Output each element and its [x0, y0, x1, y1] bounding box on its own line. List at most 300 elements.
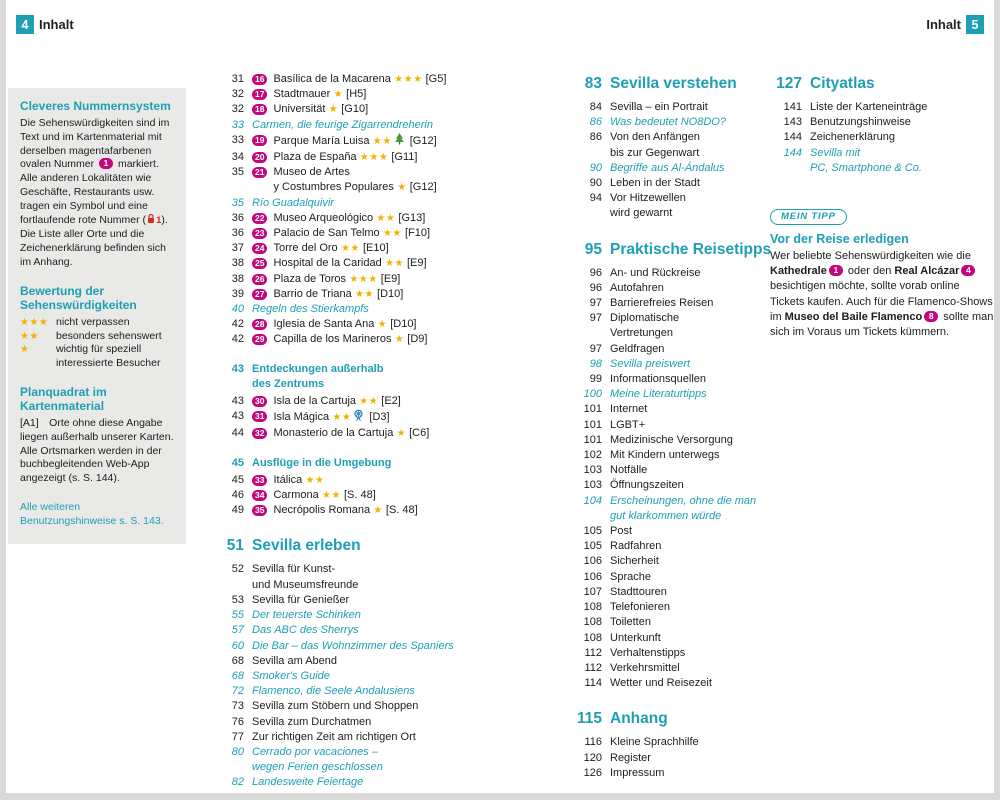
- text-run: Wer beliebte Sehenswürdigkeiten wie die: [770, 250, 971, 263]
- toc-page-number: 51: [226, 537, 244, 555]
- page-number-box-left: 4: [16, 15, 34, 34]
- toc-entry-title: LGBT+: [610, 418, 646, 431]
- toc-entry: [206, 715, 518, 730]
- toc-page-number: 101: [583, 418, 602, 431]
- map-grid-reference: [G13]: [395, 211, 426, 224]
- toc-page-number: 35: [231, 196, 244, 209]
- sidebar-heading: Planquadrat im Kartenmaterial: [20, 384, 107, 413]
- sidebar-heading: Bewertung der Sehenswürdigkeiten: [20, 283, 137, 312]
- toc-entry: [206, 503, 518, 518]
- toc-entry: [206, 426, 518, 441]
- toc-page-number: 103: [583, 464, 602, 477]
- toc-entry-title: Sevilla erleben: [252, 537, 361, 555]
- toc-entry: [206, 102, 518, 117]
- toc-entry-title: Isla de la Cartuja ★★ [E2]: [273, 395, 401, 408]
- toc-page-number: 84: [589, 101, 602, 113]
- toc-page-number: 144: [783, 146, 802, 159]
- rating-stars: ★: [20, 344, 30, 356]
- rating-stars: ★: [393, 182, 407, 194]
- rating-stars: ★★: [20, 330, 39, 342]
- rating-legend-label: besonders sehenswert: [56, 329, 162, 342]
- toc-entry-title: Torre del Oro ★★ [E10]: [273, 242, 389, 255]
- toc-entry: [564, 570, 799, 585]
- toc-page-number: 116: [584, 736, 602, 749]
- toc-entry-title: Sevilla zum Durchatmen: [252, 715, 372, 728]
- toc-entry: [564, 646, 799, 661]
- toc-entry: [206, 226, 518, 241]
- toc-entry-title: Sevilla preiswert: [610, 357, 691, 370]
- map-grid-reference: [E9]: [403, 257, 427, 270]
- toc-page-number: 37: [231, 242, 244, 255]
- section-gap: [564, 691, 799, 707]
- section-gap: [206, 518, 518, 534]
- toc-page-number: 39: [231, 287, 244, 300]
- toc-entry: [206, 669, 518, 684]
- toc-page-number: 57: [231, 624, 244, 637]
- rating-legend-label: wichtig für speziell interessierte Besucher: [56, 343, 161, 370]
- toc-entry-title: Was bedeutet NO8DO?: [610, 116, 726, 129]
- toc-entry: [206, 473, 518, 488]
- rating-stars: ★★: [337, 243, 360, 255]
- section-gap: [206, 442, 518, 456]
- toc-entry-title: Ausflüge in die Umgebung: [252, 456, 392, 469]
- text-run: ). Die Liste aller Orte und die Zeichenerklärung befinden sich im Anhang.: [20, 213, 168, 268]
- rating-stars: ★★: [373, 212, 396, 224]
- section-gap: [206, 348, 518, 362]
- toc-entry: [206, 72, 518, 87]
- sidebar-note: Alle weiteren Benutzungshinweise s. S. 143.: [20, 500, 164, 527]
- toc-section-heading: [764, 74, 994, 93]
- toc-entry: [206, 409, 518, 426]
- sight-number-badge: 35: [252, 505, 267, 516]
- text-run: markiert. Alle anderen Lokalitäten wie Geschäfte, Restaurants usw. tragen ein Symbol und eine fortlaufende rote Nummer (: [20, 158, 159, 226]
- toc-entry-title: Sevilla mit PC, Smartphone & Co.: [810, 146, 922, 174]
- toc-page-number: 112: [584, 646, 602, 659]
- toc-entry: [206, 256, 518, 271]
- toc-page-number: 106: [583, 570, 602, 583]
- map-grid-reference: [D10]: [387, 318, 417, 331]
- toc-page-number: 101: [583, 403, 602, 416]
- toc-page-number: 36: [231, 227, 244, 240]
- toc-page-number: 38: [231, 272, 244, 285]
- toc-page-number: 114: [584, 677, 602, 690]
- toc-entry-title: Cityatlas: [810, 75, 875, 92]
- toc-entry-title: Sevilla für Genießer: [252, 593, 350, 606]
- toc-entry-title: Kleine Sprachhilfe: [610, 736, 699, 749]
- toc-entry-title: Benutzungshinweise: [810, 116, 911, 129]
- toc-entry-title: Register: [610, 751, 651, 764]
- toc-page-number: 68: [231, 669, 244, 682]
- ferris-wheel-icon: [353, 409, 364, 426]
- map-grid-reference: [E9]: [377, 272, 401, 285]
- tip-paragraph: [770, 249, 994, 340]
- text-run: besichtigen möchte, sollte vorab online Tickets kaufen. Auch für die Flamenco-Shows im: [770, 280, 993, 323]
- map-grid-reference: [G12]: [406, 181, 437, 194]
- toc-entry-title: Impressum: [610, 766, 665, 779]
- toc-page-number: 104: [583, 494, 602, 507]
- sidebar-heading: Cleveres Nummernsystem: [20, 99, 171, 113]
- toc-entry: [564, 615, 799, 630]
- rating-stars: ★★★: [390, 74, 423, 85]
- toc-entry: [206, 211, 518, 226]
- emphasized-text: Kathedrale: [770, 265, 827, 278]
- toc-entry: [564, 524, 799, 539]
- map-grid-reference: [E10]: [359, 242, 389, 255]
- toc-entry-title: Leben in der Stadt: [610, 177, 700, 190]
- map-grid-reference: [G5]: [422, 73, 447, 85]
- sight-number-badge: 26: [252, 274, 267, 285]
- toc-page-number: 82: [231, 776, 244, 789]
- toc-entry-title: Mit Kindern unterwegs: [610, 449, 720, 462]
- toc-entry: [206, 745, 518, 775]
- sidebar-paragraph: [20, 117, 174, 270]
- toc-entry-title: Zeichenerklärung: [810, 131, 895, 144]
- toc-entry-title: Wetter und Reisezeit: [610, 677, 712, 690]
- toc-entry: [564, 402, 799, 417]
- sight-number-badge: 23: [252, 228, 267, 239]
- toc-entry-title: Flamenco, die Seele Andalusiens: [252, 685, 415, 698]
- rating-stars: ★★: [302, 474, 325, 486]
- sight-number-badge: 24: [252, 243, 267, 254]
- toc-entry: [564, 433, 799, 448]
- text-run: [A1] Orte ohne diese Angabe liegen außerhalb unserer Karten. Alle Ortsmarken werden in der buchbegleitenden Web-App angezeigt (s. S. 144).: [20, 416, 174, 485]
- rating-stars: ★: [330, 89, 344, 101]
- sight-number-badge: 19: [252, 135, 267, 146]
- toc-page-number: 38: [231, 257, 244, 270]
- toc-entry: [206, 150, 518, 165]
- emphasized-text: Museo del Baile Flamenco: [784, 310, 923, 323]
- toc-entry: [564, 372, 799, 387]
- toc-entry-title: Begriffe aus Al-Ándalus: [610, 161, 725, 174]
- tip-heading: Vor der Reise erledigen: [770, 232, 909, 247]
- rating-stars: ★: [393, 428, 407, 440]
- map-grid-reference: [G11]: [388, 151, 418, 164]
- toc-page-number: 68: [231, 654, 244, 667]
- toc-entry: [206, 317, 518, 332]
- toc-entry-title: Meine Literaturtipps: [610, 388, 707, 401]
- toc-entry: [764, 115, 994, 130]
- toc-entry: [206, 332, 518, 347]
- sight-number-badge: 27: [252, 289, 267, 300]
- toc-entry: [564, 766, 799, 781]
- toc-page-number: 141: [783, 101, 802, 113]
- toc-entry: [206, 87, 518, 102]
- toc-entry-title: Unterkunft: [610, 631, 661, 644]
- map-grid-reference: [C6]: [406, 427, 430, 440]
- toc-entry: [564, 387, 799, 402]
- toc-entry: [206, 730, 518, 745]
- toc-entry-title: Smoker's Guide: [252, 669, 330, 682]
- toc-page-number: 43: [231, 362, 244, 375]
- map-grid-reference: [D9]: [404, 333, 428, 346]
- toc-entry-title: Sprache: [610, 570, 651, 583]
- toc-entry: [564, 676, 799, 691]
- toc-entry-title: Die Bar – das Wohnzimmer des Spaniers: [252, 639, 454, 652]
- toc-page-number: 97: [589, 342, 602, 355]
- toc-entry: [206, 775, 518, 790]
- toc-page-number: 33: [231, 133, 244, 146]
- toc-entry-title: Landesweite Feiertage: [252, 776, 364, 789]
- toc-entry-title: Necrópolis Romana ★ [S. 48]: [273, 504, 418, 517]
- sight-number-badge: 31: [252, 411, 267, 422]
- toc-entry: [764, 100, 994, 115]
- toc-page-number: 127: [776, 75, 802, 92]
- toc-entry-title: Barrierefreies Reisen: [610, 297, 714, 310]
- text-run: oder den: [844, 265, 895, 278]
- toc-page-number: 106: [583, 555, 602, 568]
- toc-entry-title: Hospital de la Caridad ★★ [E9]: [273, 257, 427, 270]
- toc-page-number: 95: [584, 240, 602, 258]
- toc-entry-title: Internet: [610, 403, 648, 416]
- toc-entry: [764, 146, 994, 176]
- toc-entry-title: Toiletten: [610, 616, 651, 629]
- header-title-left: Inhalt: [39, 17, 74, 32]
- toc-entry: [206, 287, 518, 302]
- toc-page-number: 108: [583, 616, 602, 629]
- toc-entry-title: Der teuerste Schinken: [252, 609, 361, 622]
- rating-stars: ★★★: [346, 273, 378, 285]
- toc-entry: [564, 342, 799, 357]
- toc-entry-title: Sicherheit: [610, 555, 659, 568]
- toc-entry-title: Von den Anfängen bis zur Gegenwart: [610, 131, 700, 159]
- map-grid-reference: [D3]: [366, 411, 390, 424]
- toc-page-number: 43: [231, 410, 244, 423]
- map-grid-reference: [F10]: [401, 227, 431, 240]
- sight-number-badge: 28: [252, 319, 267, 330]
- toc-page-number: 40: [231, 303, 244, 316]
- sight-number-badge: 17: [252, 89, 267, 100]
- rating-stars: ★: [374, 319, 388, 331]
- toc-entry: [206, 639, 518, 654]
- toc-entry: [206, 654, 518, 669]
- toc-entry: [206, 608, 518, 623]
- sight-number-badge: 20: [252, 152, 267, 163]
- park-tree-icon: [394, 133, 405, 150]
- toc-entry: [206, 593, 518, 608]
- toc-entry-title: Cerrado por vacaciones – wegen Ferien geschlossen: [252, 745, 383, 774]
- toc-entry-title: Sevilla – ein Portrait: [610, 101, 708, 113]
- toc-page-number: 45: [231, 456, 244, 469]
- toc-entry: [206, 699, 518, 714]
- toc-entry-title: Das ABC des Sherrys: [252, 624, 359, 637]
- toc-entry: [564, 357, 799, 372]
- mein-tipp-badge: MEIN TIPP: [770, 209, 847, 225]
- toc-entry-title: Sevilla zum Stöbern und Shoppen: [252, 700, 419, 713]
- toc-entry-title: Iglesia de Santa Ana ★ [D10]: [273, 318, 417, 331]
- toc-page-number: 98: [589, 357, 602, 370]
- red-lock-icon: [147, 214, 155, 229]
- rating-stars: ★★: [369, 135, 392, 147]
- rating-stars: ★★: [329, 412, 352, 424]
- toc-column-1: [206, 72, 518, 791]
- sidebar-paragraph: [20, 417, 174, 486]
- toc-page-number: 49: [231, 504, 244, 517]
- toc-entry-title: Regeln des Stierkampfs: [252, 303, 369, 316]
- toc-page-number: 42: [231, 333, 244, 346]
- toc-page-number: 80: [231, 745, 244, 758]
- toc-page-number: 96: [589, 266, 602, 279]
- rating-legend-row: [20, 330, 174, 344]
- toc-section-heading: [206, 362, 518, 392]
- toc-page-number: 45: [231, 473, 244, 486]
- toc-page-number: 35: [231, 166, 244, 179]
- toc-page-number: 97: [589, 312, 602, 325]
- toc-entry: [564, 585, 799, 600]
- toc-entry-title: Capilla de los Marineros ★ [D9]: [273, 333, 428, 346]
- toc-entry-title: Sevilla am Abend: [252, 654, 337, 667]
- rating-stars: ★: [370, 505, 383, 517]
- rating-stars: ★★★: [356, 152, 389, 164]
- map-grid-reference: [S. 48]: [340, 489, 376, 502]
- toc-entry-title: Vor Hitzewellen wird gewarnt: [610, 192, 686, 220]
- toc-page-number: 32: [231, 88, 244, 101]
- toc-entry-title: Sevilla für Kunst- und Museumsfreunde: [252, 563, 359, 591]
- sight-number-badge: 22: [252, 213, 267, 224]
- toc-entry-title: Anhang: [610, 710, 668, 728]
- page-number-box-right: 5: [966, 15, 984, 34]
- rating-stars: ★★: [381, 258, 404, 270]
- toc-entry: [206, 302, 518, 317]
- toc-page-number: 34: [231, 151, 244, 164]
- page-header: [16, 15, 984, 34]
- toc-page-number: 86: [589, 131, 602, 144]
- toc-entry: [206, 562, 518, 592]
- rating-stars: ★★: [318, 490, 341, 502]
- sight-number-badge: 4: [961, 265, 975, 276]
- toc-entry-title: Monasterio de la Cartuja ★ [C6]: [273, 427, 430, 440]
- toc-entry: [564, 478, 799, 493]
- toc-page-number: 36: [231, 211, 244, 224]
- sight-number-badge: 18: [252, 104, 267, 115]
- toc-page-number: 97: [589, 297, 602, 310]
- toc-entry-title: Verhaltenstipps: [610, 646, 686, 659]
- toc-page-number: 102: [583, 449, 602, 462]
- toc-page-number: 96: [589, 281, 602, 294]
- sight-number-badge: 34: [252, 490, 267, 501]
- toc-page-number: 101: [583, 433, 602, 446]
- toc-page-number: 42: [231, 318, 244, 331]
- toc-page-number: 108: [583, 601, 602, 614]
- emphasized-text: Real Alcázar: [894, 265, 960, 278]
- toc-entry-title: Informationsquellen: [610, 373, 707, 386]
- rating-legend-label: nicht verpassen: [56, 315, 130, 328]
- header-title-right: Inhalt: [926, 17, 961, 32]
- toc-entry: [206, 196, 518, 211]
- toc-entry-title: Basílica de la Macarena ★★★ [G5]: [273, 73, 447, 85]
- sight-number-badge: 30: [252, 396, 267, 407]
- rating-stars: ★: [391, 334, 405, 346]
- toc-entry-title: Verkehrsmittel: [610, 661, 680, 674]
- toc-page-number: 53: [231, 593, 244, 606]
- toc-entry-title: Plaza de España ★★★ [G11]: [273, 151, 418, 164]
- toc-entry-title: Entdeckungen außerhalb des Zentrums: [252, 362, 384, 390]
- toc-page-number: 73: [231, 700, 244, 713]
- sight-number-badge: 8: [924, 311, 938, 322]
- toc-section-heading: [206, 536, 518, 555]
- toc-page-number: 33: [231, 118, 244, 131]
- map-grid-reference: [G12]: [406, 134, 437, 147]
- toc-entry: [206, 272, 518, 287]
- toc-page-number: 77: [231, 730, 244, 743]
- toc-entry-title: Sevilla verstehen: [610, 75, 737, 92]
- rating-legend-row: [20, 316, 174, 330]
- toc-entry-title: Radfahren: [610, 540, 662, 553]
- toc-entry-title: Liste der Karteneinträge: [810, 101, 928, 113]
- toc-entry-title: Zur richtigen Zeit am richtigen Ort: [252, 730, 416, 743]
- toc-entry: [206, 394, 518, 409]
- toc-entry: [564, 735, 799, 750]
- toc-entry: [206, 623, 518, 638]
- toc-page-number: 99: [589, 373, 602, 386]
- toc-page-number: 90: [589, 161, 602, 174]
- toc-entry: [206, 684, 518, 699]
- toc-entry-title: Telefonieren: [610, 601, 670, 614]
- toc-entry-title: Diplomatische Vertretungen: [610, 312, 680, 340]
- toc-entry: [206, 488, 518, 503]
- toc-entry: [564, 554, 799, 569]
- toc-entry-title: Notfälle: [610, 464, 648, 477]
- mein-tipp-box: [770, 206, 994, 340]
- header-right: [926, 15, 984, 34]
- toc-page-number: 108: [583, 631, 602, 644]
- map-grid-reference: [E2]: [378, 395, 401, 408]
- book-spread: [6, 0, 994, 793]
- toc-page-number: 105: [583, 540, 602, 553]
- toc-entry: [564, 448, 799, 463]
- sight-number-badge: 32: [252, 428, 267, 439]
- toc-entry-title: Geldfragen: [610, 342, 665, 355]
- toc-page-number: 31: [231, 73, 244, 85]
- rating-stars: ★★: [379, 228, 402, 240]
- toc-page-number: 120: [583, 751, 602, 764]
- toc-page-number: 43: [231, 395, 244, 408]
- toc-entry-title: Stadtmauer ★ [H5]: [273, 88, 367, 101]
- toc-entry: [564, 661, 799, 676]
- toc-page-number: 103: [583, 479, 602, 492]
- sight-number-badge: 1: [829, 265, 843, 276]
- toc-section-heading: [206, 456, 518, 471]
- toc-entry-title: Río Guadalquivir: [252, 196, 334, 209]
- header-left: [16, 15, 74, 34]
- toc-entry-title: Palacio de San Telmo ★★ [F10]: [273, 227, 431, 240]
- toc-entry-title: Praktische Reisetipps: [610, 240, 772, 258]
- toc-page-number: 115: [576, 710, 602, 728]
- toc-entry-title: Isla Mágica ★★ [D3]: [273, 409, 518, 426]
- toc-entry: [764, 130, 994, 145]
- toc-page-number: 90: [589, 177, 602, 190]
- sight-number-badge: 33: [252, 475, 267, 486]
- toc-entry: [564, 463, 799, 478]
- toc-page-number: 46: [231, 489, 244, 502]
- rating-stars: ★: [325, 104, 339, 116]
- toc-page-number: 105: [583, 525, 602, 538]
- rating-stars: ★★: [351, 288, 374, 300]
- rating-legend-row: [20, 343, 174, 371]
- toc-entry: [564, 539, 799, 554]
- sight-number-badge: 1: [99, 158, 113, 169]
- toc-entry-title: Plaza de Toros ★★★ [E9]: [273, 272, 401, 285]
- toc-page-number: 144: [783, 131, 802, 144]
- toc-page-number: 126: [583, 766, 602, 779]
- toc-page-number: 76: [231, 715, 244, 728]
- toc-entry: [206, 118, 518, 133]
- text-run: Die Sehenswürdigkeiten sind im Text und im Kartenmaterial mit derselben magentafarbenen ovalen Nummer: [20, 117, 170, 171]
- toc-page-number: 100: [583, 388, 602, 401]
- toc-page-number: 94: [589, 192, 602, 205]
- toc-entry: [564, 600, 799, 615]
- toc-entry: [564, 631, 799, 646]
- toc-entry-title: Museo Arqueológico ★★ [G13]: [273, 211, 426, 224]
